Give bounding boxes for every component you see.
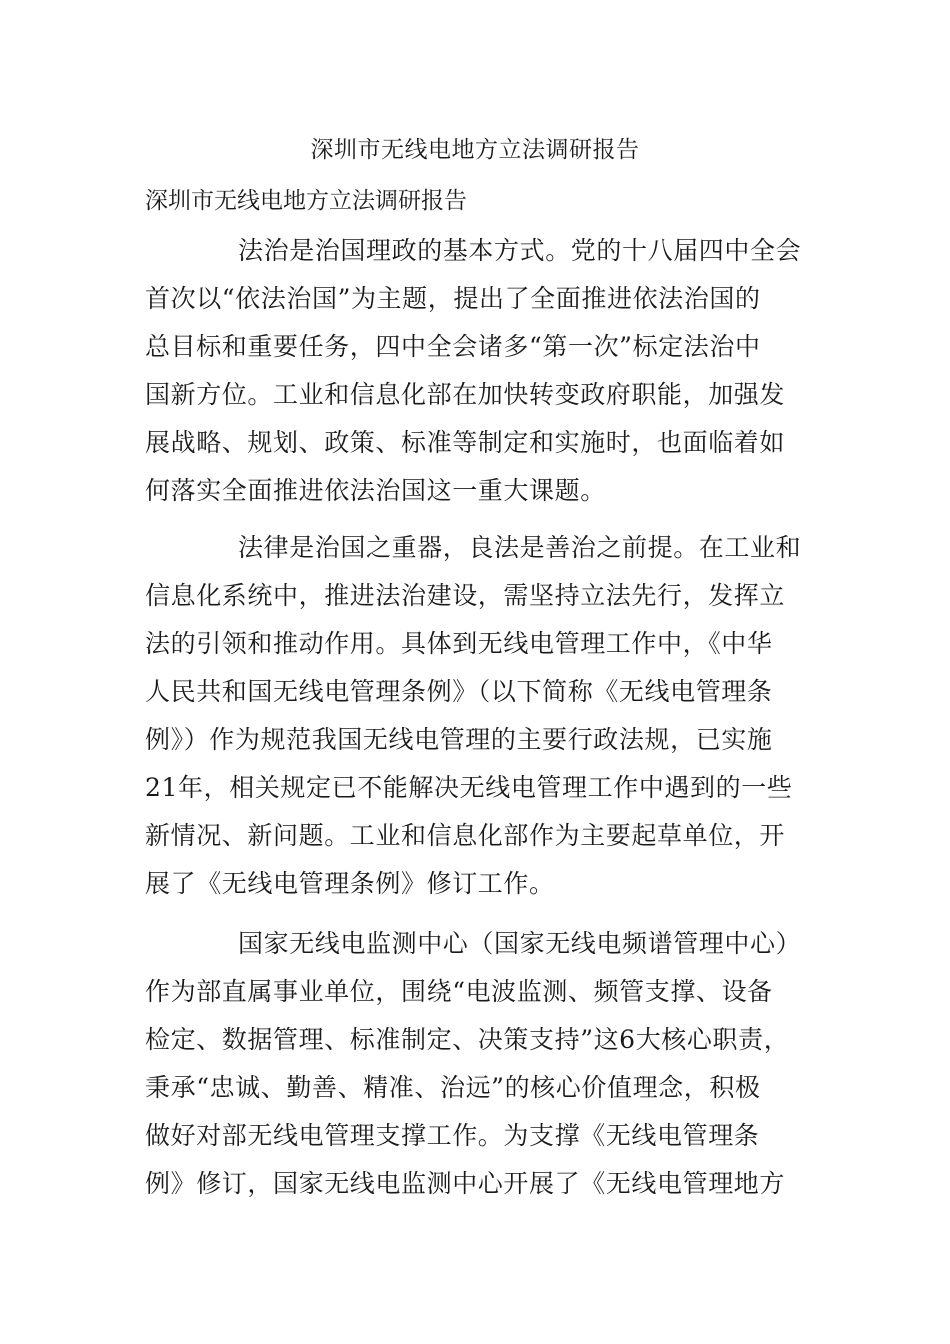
paragraph-line: 秉承“忠诚、勤善、精准、治远”的核心价值理念，积极 (145, 1073, 761, 1102)
document-subtitle: 深圳市无线电地方立法调研报告 (145, 188, 467, 214)
paragraph-line: 作为部直属事业单位，围绕“电波监测、频管支撑、设备 (145, 977, 773, 1006)
paragraph-line: 新情况、新问题。工业和信息化部作为主要起草单位，开 (145, 821, 786, 850)
paragraph-3 (145, 920, 825, 1208)
paragraph-line: 展了《无线电管理条例》修订工作。 (145, 869, 555, 898)
paragraph-line: 人民共和国无线电管理条例》（以下简称《无线电管理条 (145, 677, 773, 706)
paragraph-line: 21年，相关规定已不能解决无线电管理工作中遇到的一些 (145, 773, 793, 802)
paragraph-line: 总目标和重要任务，四中全会诸多“第一次”标定法治中 (145, 332, 761, 361)
paragraph-line: 检定、数据管理、标准制定、决策支持”这6大核心职责， (145, 1025, 790, 1054)
paragraph-line: 首次以“依法治国”为主题，提出了全面推进依法治国的 (145, 284, 761, 313)
paragraph-line: 国家无线电监测中心（国家无线电频谱管理中心） (238, 929, 802, 958)
paragraph-line: 做好对部无线电管理支撑工作。为支撑《无线电管理条 (145, 1121, 760, 1150)
paragraph-2 (145, 524, 825, 908)
paragraph-line: 法治是治国理政的基本方式。党的十八届四中全会 (238, 236, 802, 265)
paragraph-line: 国新方位。工业和信息化部在加快转变政府职能，加强发 (145, 380, 786, 409)
paragraph-line: 例》修订，国家无线电监测中心开展了《无线电管理地方 (145, 1169, 786, 1198)
paragraph-1 (145, 227, 825, 515)
paragraph-line: 法律是治国之重器，良法是善治之前提。在工业和 (238, 533, 802, 562)
paragraph-line: 信息化系统中，推进法治建设，需坚持立法先行，发挥立 (145, 581, 786, 610)
paragraph-line: 法的引领和推动作用。具体到无线电管理工作中，《中华 (145, 629, 773, 658)
document-title: 深圳市无线电地方立法调研报告 (310, 137, 640, 163)
paragraph-line: 例》）作为规范我国无线电管理的主要行政法规，已实施 (145, 725, 773, 754)
paragraph-line: 何落实全面推进依法治国这一重大课题。 (145, 476, 606, 505)
paragraph-line: 展战略、规划、政策、标准等制定和实施时，也面临着如 (145, 428, 786, 457)
